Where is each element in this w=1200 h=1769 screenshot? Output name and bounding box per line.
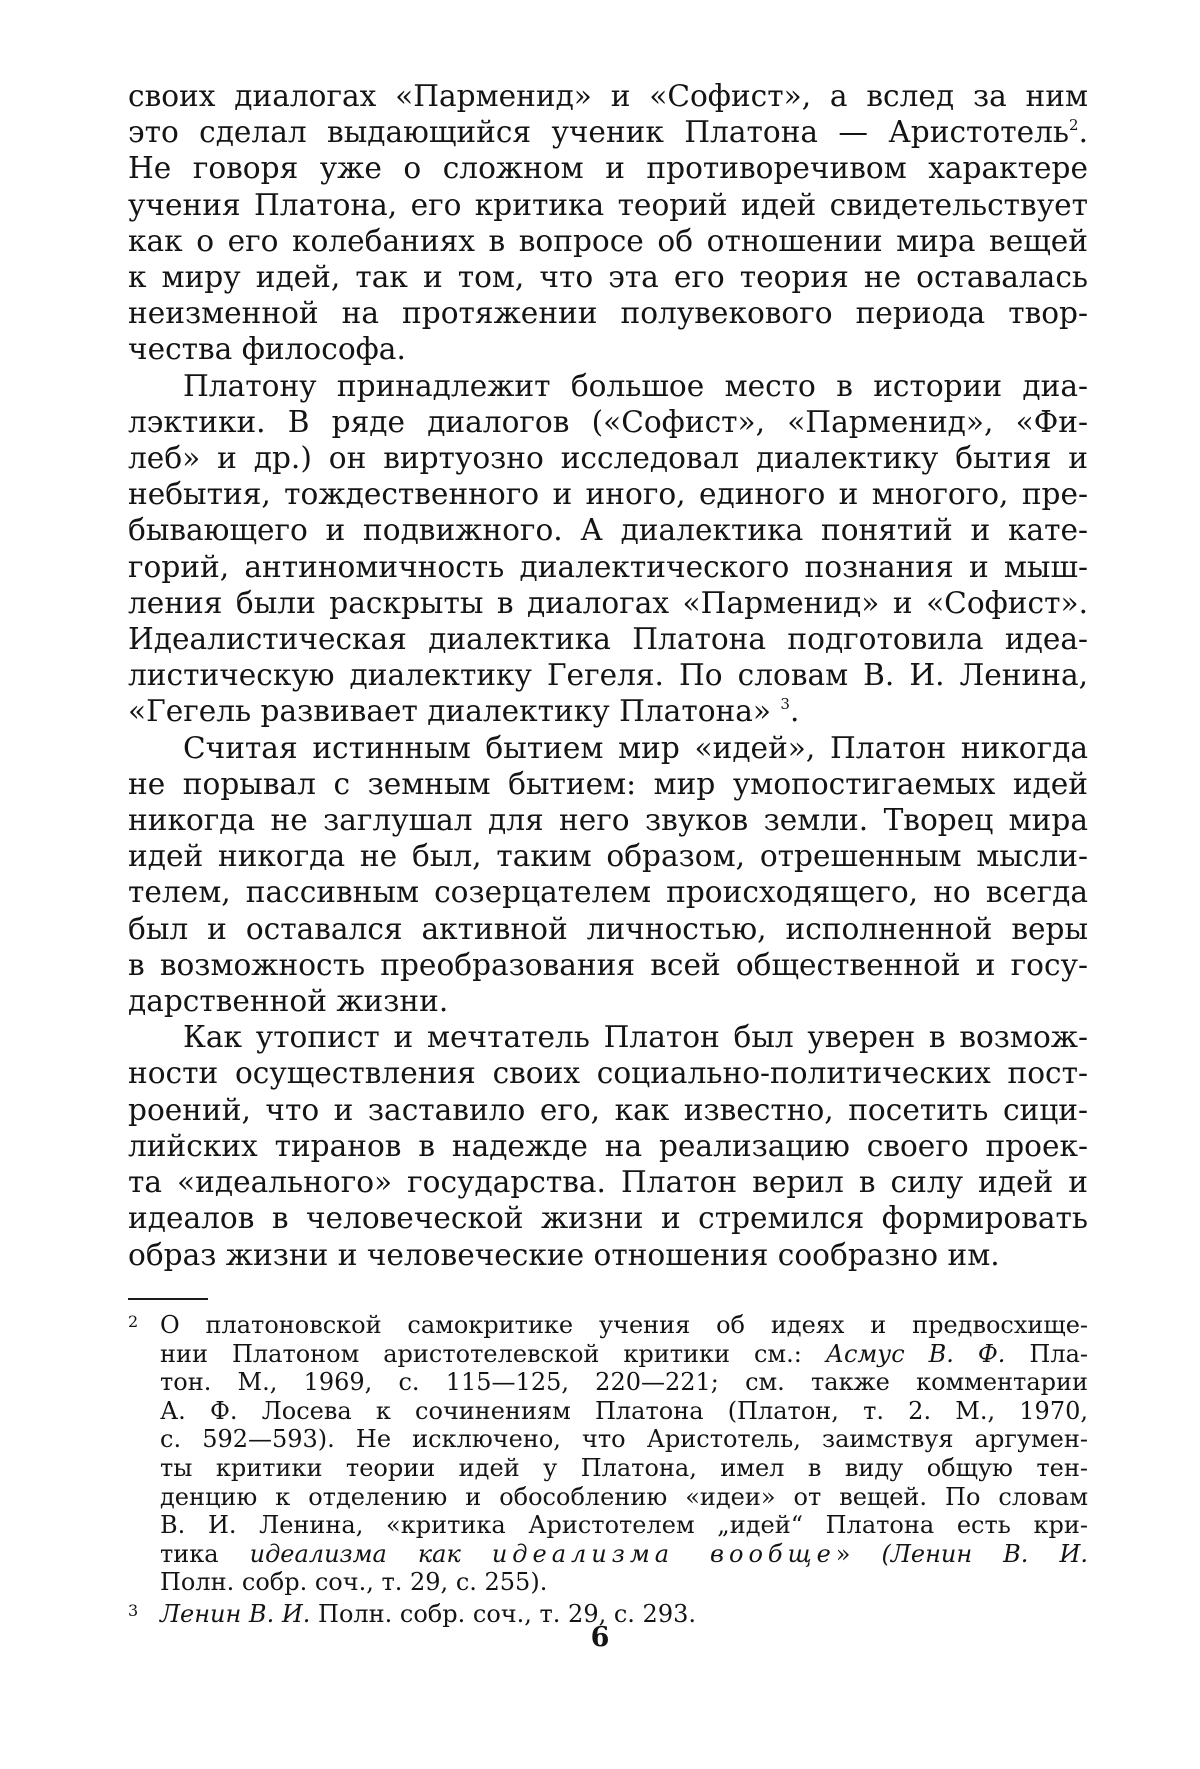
footnote-ref-3[interactable]: 3 xyxy=(780,695,790,714)
spaced-italic-text: идеализма вообще xyxy=(491,1539,836,1568)
author-name: (Ленин В. И. xyxy=(881,1539,1088,1568)
text-span: это сделал выдающийся ученик Платона — Аристотель xyxy=(128,115,1070,150)
text-line: учения Платона, его критика теорий идей свидетельствует xyxy=(128,187,1088,222)
text-line: Не говоря уже о сложном и противоречивом характере xyxy=(128,151,1088,186)
text-line: ления были раскрыты в диалогах «Парменид» и «Софист». xyxy=(128,585,1088,620)
main-text xyxy=(128,78,1088,1273)
text-line: Платону принадлежит большое место в истории диа- xyxy=(183,368,1088,403)
text-span: нии Платоном аристотелевской критики см.: xyxy=(160,1339,802,1368)
text-line xyxy=(128,693,1088,729)
paragraph-4 xyxy=(128,1019,1088,1272)
text-line: в возможность преобразования всей общественной и госу- xyxy=(128,947,1088,982)
text-line: чества философа. xyxy=(128,332,406,367)
text-line xyxy=(128,1308,1088,1340)
text-span: . xyxy=(789,694,800,729)
text-span: . xyxy=(1078,115,1088,150)
text-line xyxy=(128,1540,1088,1569)
text-line: идей никогда не был, таким образом, отрешенным мысли- xyxy=(128,839,1088,874)
text-line: А. Ф. Лосева к сочинениям Платона (Платон, т. 2. М., 1970, xyxy=(160,1396,1088,1425)
text-line: роений, что и заставило его, как известно, посетить сици- xyxy=(128,1092,1088,1127)
text-line xyxy=(128,114,1088,150)
text-line: был и оставался активной личностью, исполненной веры xyxy=(128,911,1088,946)
text-line: телем, пассивным созерцателем происходящего, но всегда xyxy=(128,875,1088,910)
text-line: листическую диалектику Гегеля. По словам В. И. Ленина, xyxy=(128,658,1088,693)
footnote-mark: 2 xyxy=(128,1312,139,1331)
text-line: не порывал с земным бытием: мир умопостигаемых идей xyxy=(128,766,1088,801)
text-line: с. 592—593). Не исключено, что Аристотель, заимствуя аргумен- xyxy=(160,1425,1088,1454)
text-span: «Гегель развивает диалектику Платона» xyxy=(128,694,771,729)
text-line: Полн. собр. соч., т. 29, с. 255). xyxy=(160,1568,548,1597)
author-name: Асмус В. Ф. xyxy=(825,1339,1006,1368)
paragraph-1 xyxy=(128,78,1088,368)
text-line: ности осуществления своих социально-политических пост- xyxy=(128,1056,1088,1091)
text-line: та «идеального» государства. Платон верил в силу идей и xyxy=(128,1165,1088,1200)
text-line: неизменной на протяжении полувекового периода твор- xyxy=(128,296,1088,331)
text-span: О платоновской самокритике учения об идеях и предвосхище- xyxy=(160,1311,1088,1339)
text-line: леб» и др.) он виртуозно исследовал диалектику бытия и xyxy=(128,441,1088,476)
text-line: ты критики теории идей у Платона, имел в виду общую тен- xyxy=(160,1453,1088,1482)
footnote-mark: 3 xyxy=(128,1600,139,1620)
text-line: небытия, тождественного и иного, единого и многого, пре- xyxy=(128,477,1088,512)
text-line: Идеалистическая диалектика Платона подготовила идеа- xyxy=(128,622,1088,657)
text-line: Считая истинным бытием мир «идей», Платон никогда xyxy=(183,730,1088,765)
text-line: никогда не заглушал для него звуков земли. Творец мира xyxy=(128,803,1088,838)
text-line: к миру идей, так и том, что эта его теория не оставалась xyxy=(128,260,1088,295)
text-span: Пла- xyxy=(1029,1339,1088,1368)
text-line: образ жизни и человеческие отношения сообразно им. xyxy=(128,1237,1000,1272)
text-line: дарственной жизни. xyxy=(128,984,449,1019)
text-line xyxy=(128,1340,1088,1369)
paragraph-2 xyxy=(128,368,1088,730)
text-line: В. И. Ленина, «критика Аристотелем „идей“ Платона есть кри- xyxy=(160,1511,1088,1540)
author-name: Ленин В. И. xyxy=(160,1599,311,1628)
text-line: лийских тиранов в надежде на реализацию своего проек- xyxy=(128,1128,1088,1163)
text-span: » xyxy=(835,1539,851,1568)
footnote-2 xyxy=(128,1308,1088,1597)
footnotes xyxy=(128,1308,1088,1629)
text-line: денцию к отделению и обособлению «идеи» от вещей. По словам xyxy=(160,1482,1088,1511)
text-line: Как утопист и мечтатель Платон был уверен в возмож- xyxy=(183,1020,1088,1055)
text-line: горий, антиномичность диалектического познания и мыш- xyxy=(128,549,1088,584)
paragraph-3 xyxy=(128,730,1088,1020)
text-line: тон. М., 1969, с. 115—125, 220—221; см. также комментарии xyxy=(160,1368,1088,1397)
footnote-divider xyxy=(128,1298,208,1300)
text-line: как о его колебаниях в вопросе об отношении мира вещей xyxy=(128,223,1088,258)
text-span: тика xyxy=(160,1539,219,1568)
text-line: идеалов в человеческой жизни и стремился формировать xyxy=(128,1201,1088,1236)
text-span: Полн. собр. соч., т. 29, с. 293. xyxy=(318,1599,696,1628)
page-number: 6 xyxy=(590,1622,610,1653)
text-line: своих диалогах «Парменид» и «Софист», а вслед за ним xyxy=(128,79,1088,113)
footnote-ref-2[interactable]: 2 xyxy=(1069,116,1079,135)
text-line: бывающего и подвижного. А диалектика понятий и кате- xyxy=(128,513,1088,548)
italic-text: идеализма как xyxy=(249,1539,461,1568)
text-line: лэктики. В ряде диалогов («Софист», «Парменид», «Фи- xyxy=(128,404,1088,439)
